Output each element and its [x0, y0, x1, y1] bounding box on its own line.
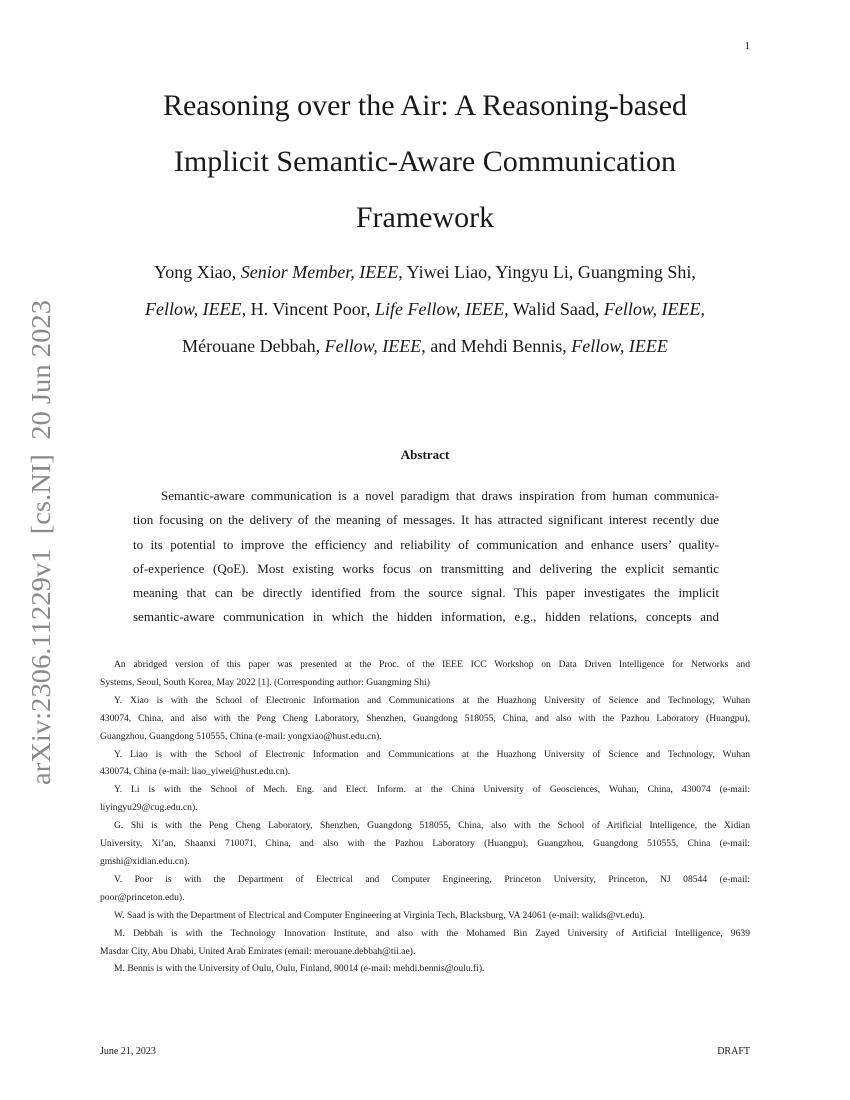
author-line: Yong Xiao, Senior Member, IEEE, Yiwei Liao, Yingyu Li, Guangming Shi, [154, 262, 696, 282]
abstract-line: of-experience (QoE). Most existing works focus on transmitting and delivering the explicit semantic [133, 560, 719, 576]
paper-title [100, 78, 750, 246]
abstract-heading: Abstract [400, 447, 450, 462]
abstract-line: Semantic-aware communication is a novel paradigm that draws inspiration from human communica- [161, 488, 719, 503]
footnote-affiliation-xiao: Y. Xiao is with the School of Electronic Information and Communications at the Huazhong University of Science and Technology, Wuhan 430074, China, and also with the Peng Cheng Laboratory, Shenzhen, Guangdong 518055, China, and also with the Pazhou Laboratory (Huangpu), Guangzhou, Guangdong 510555, China (e-mail: yongxiao@hust.edu.cn). [100, 694, 750, 742]
page-number: 1 [744, 40, 750, 52]
author-line: Fellow, IEEE, H. Vincent Poor, Life Fellow, IEEE, Walid Saad, Fellow, IEEE, [145, 299, 705, 319]
title-line: Reasoning over the Air: A Reasoning-based [162, 89, 688, 122]
author-footnotes [100, 656, 750, 978]
footnote-affiliation-liao: Y. Liao is with the School of Electronic Information and Communications at the Huazhong University of Science and Technology, Wuhan 430074, China (e-mail: liao_yiwei@hust.edu.cn). [100, 748, 750, 778]
footnote-affiliation-bennis: M. Bennis is with the University of Oulu, Oulu, Finland, 90014 (e-mail: mehdi.bennis@oulu.fi). [114, 963, 485, 975]
footnote-affiliation-poor: V. Poor is with the Department of Electrical and Computer Engineering, Princeton University, Princeton, NJ 08544 (e-mail: poor@princeton.edu). [100, 873, 750, 903]
footnote-affiliation-saad: W. Saad is with the Department of Electrical and Computer Engineering at Virginia Tech, Blacksburg, VA 24061 (e-mail: walids@vt.edu). [114, 909, 645, 921]
title-line: Implicit Semantic-Aware Communication [173, 145, 677, 178]
arxiv-stamp-text: arXiv:2306.11229v1 [cs.NI] 20 Jun 2023 [26, 327, 56, 785]
footnote-affiliation-li: Y. Li is with the School of Mech. Eng. and Elect. Inform. at the China University of Geosciences, Wuhan, China, 430074 (e-mail: liyingyu29@cug.edu.cn). [100, 784, 750, 814]
abstract-body [133, 484, 719, 630]
footnote-affiliation-debbah: M. Debbah is with the Technology Innovation Institute, and also with the Mohamed Bin Zayed University of Artificial Intelligence, 9639 Masdar City, Abu Dhabi, United Arab Emirates (email: merouane.debbah@tii.ae). [100, 927, 750, 957]
arxiv-identifier-stamp [10, 300, 70, 785]
footer-date: June 21, 2023 [100, 1046, 156, 1057]
abstract-line: semantic-aware communication in which the hidden information, e.g., hidden relations, concepts and [133, 609, 719, 625]
title-line: Framework [355, 201, 495, 234]
abstract-line: tion focusing on the delivery of the meaning of messages. It has attracted significant interest recently due [133, 512, 719, 528]
abstract-line: to its potential to improve the efficiency and reliability of communication and enhance users’ quality- [133, 536, 719, 552]
author-list [105, 254, 745, 365]
footnote-affiliation-shi: G. Shi is with the Peng Cheng Laboratory, Shenzhen, Guangdong 518055, China, also with the School of Artificial Intelligence, the Xidian University, Xi’an, Shaanxi 710071, China, and also with the Pazhou Laboratory (Huangpu), Guangzhou, Guangdong 510555, China (e-mail: gmshi@xidian.edu.cn). [100, 820, 750, 867]
footnote-abridged-version: An abridged version of this paper was presented at the Proc. of the IEEE ICC Workshop on Data Driven Intelligence for Networks and Systems, Seoul, South Korea, May 2022 [1]. (Corresponding author: Guangming Shi) [100, 659, 750, 688]
author-line: Mérouane Debbah, Fellow, IEEE, and Mehdi Bennis, Fellow, IEEE [182, 336, 668, 356]
footer-draft-label: DRAFT [717, 1046, 750, 1057]
abstract-line: meaning that can be directly identified from the source signal. This paper investigates the implicit [133, 585, 719, 601]
